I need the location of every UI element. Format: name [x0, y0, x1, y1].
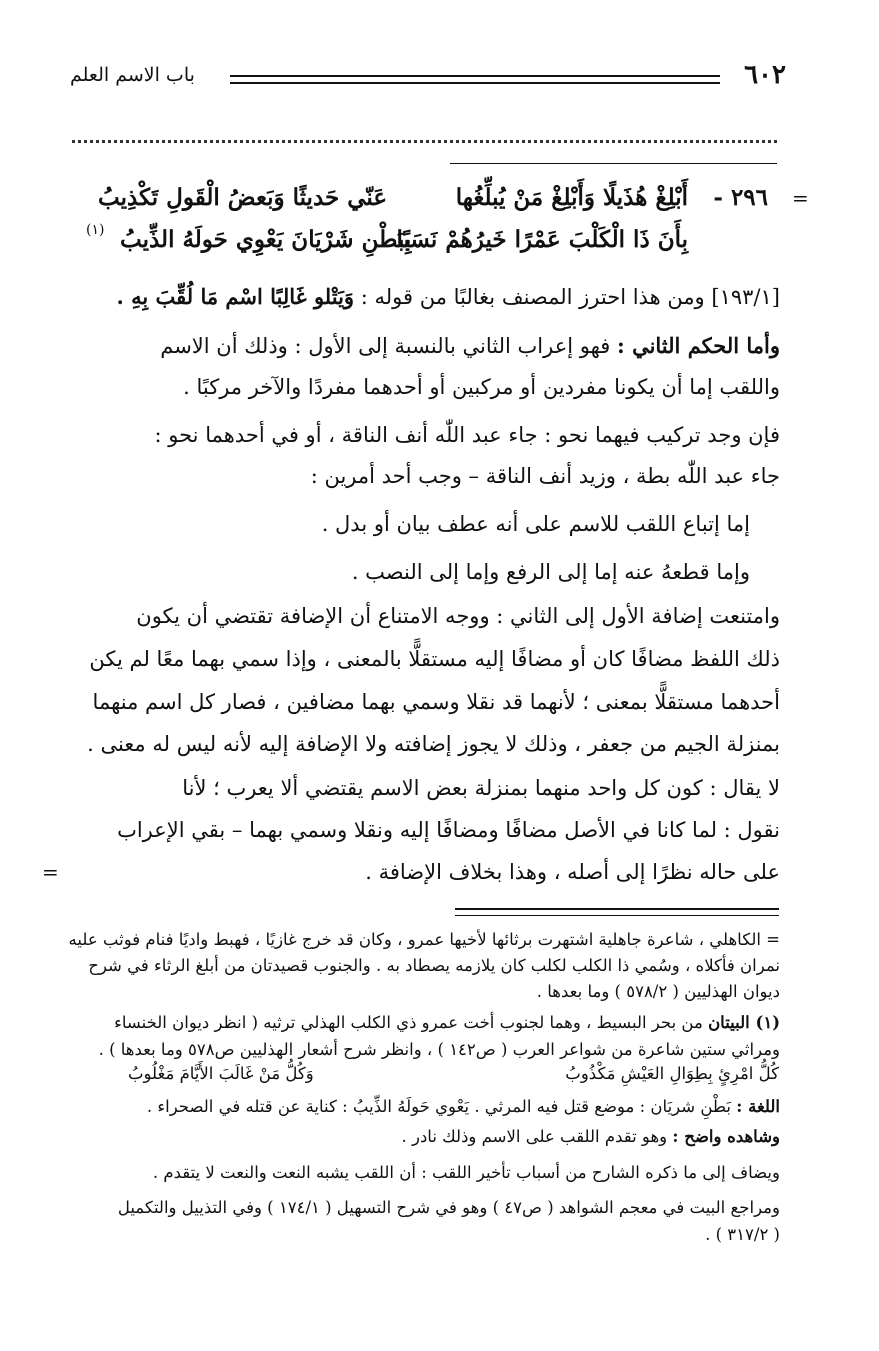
verse-continued-mark: = — [792, 186, 809, 210]
header-double-rule — [230, 75, 720, 84]
paragraph-7-line-2: نقول : لما كانا في الأصل مضافًا ومضافًا إليه ونقلا وسمي بهما – بقي الإعراب — [117, 818, 780, 842]
footnote-language — [68, 1097, 780, 1117]
verse-line-2 — [78, 222, 768, 262]
footnote-evidence — [200, 1127, 780, 1147]
paragraph-3-line-2: جاء عبد اللّٰه بطة ، وزيد أنف الناقة – وجب أحد أمرين : — [310, 464, 780, 488]
verse-2-second-hemistich: بِبَطْنِ شَرْيَانَ يَعْوِي حَولَهُ الذِّيبُ — [120, 226, 412, 253]
footnote-continued-line-2: نمران فأكلاه ، وسُمي ذا الكلب لكلب كان يلازمه يصطاد به . والجنوب قصيدتان من أبلغ الرثاء في شرح — [88, 956, 780, 975]
dotted-separator — [72, 140, 777, 151]
paragraph-6-line-1: وامتنعت إضافة الأول إلى الثاني : ووجه الامتناع أن الإضافة تقتضي أن يكون — [136, 604, 780, 628]
paragraph-6-line-4: بمنزلة الجيم من جعفر ، وذلك لا يجوز إضافته ولا الإضافة إليه لأنه ليس له معنى . — [87, 732, 780, 756]
second-ruling-heading: وأما الحكم الثاني : — [617, 333, 780, 358]
language-label: اللغة : — [736, 1097, 780, 1116]
footnote-1-line-1 — [68, 1013, 780, 1033]
alfiya-quote: وَيَتْلو غَالِبًا اسْم مَا لُقِّبَ بِهِ . — [116, 284, 355, 309]
verse-number: ٢٩٦ - — [713, 184, 768, 211]
footnote-continued-line-3: ديوان الهذليين ( ٥٧٨/٢ ) وما بعدها . — [536, 982, 780, 1001]
footnote-references-line-2: ( ٣١٧/٢ ) . — [705, 1225, 780, 1244]
paragraph-1-text: ومن هذا احترز المصنف بغالبًا من قوله : — [360, 285, 705, 309]
footnote-addition: ويضاف إلى ما ذكره الشارح من أسباب تأخير اللقب : أن اللقب يشبه النعت والنعت لا يتقدم . — [152, 1163, 780, 1182]
footnote-marker: (١) — [86, 222, 105, 238]
footnote-1-lead: (١) البيتان — [708, 1013, 780, 1032]
quoted-verse-first-hemistich: كُلُّ امْرِئٍ بِطِوَالِ العَيْشِ مَكْذُوبُ — [565, 1064, 779, 1083]
footnote-continued-line-1: = الكاهلي ، شاعرة جاهلية اشتهرت برثائها لأخيها عمرو ، وكان قد خرج غازيًا ، فهبط واديًا فنام فوثب عليه — [68, 930, 780, 949]
verse-top-rule — [450, 163, 777, 164]
paragraph-5: وإما قطعهُ عنه إما إلى الرفع وإما إلى النصب . — [351, 560, 750, 584]
paragraph-2-line-1 — [70, 333, 780, 359]
footnote-rule — [455, 908, 779, 916]
language-text: بَطْنِ شريَان : موضع قتل فيه المرثي . يَعْوي حَولَهُ الذِّيبُ : كناية عن قتله في الصحراء . — [146, 1097, 732, 1116]
verse-line-1 — [78, 184, 768, 220]
footnote-references-line-1: ومراجع البيت في معجم الشواهد ( ص٤٧ ) وهو في شرح التسهيل ( ١٧٤/١ ) وفي التذييل والتكميل — [117, 1198, 780, 1217]
paragraph-3-line-1: فإن وجد تركيب فيهما نحو : جاء عبد اللّٰه أنف الناقة ، أو في أحدهما نحو : — [154, 423, 780, 447]
paragraph-4: إما إتباع اللقب للاسم على أنه عطف بيان أو بدل . — [321, 512, 750, 536]
continued-mark: = — [42, 860, 59, 884]
footnote-1-text: من بحر البسيط ، وهما لجنوب أخت عمرو ذي الكلب الهذلي ترثيه ( انظر ديوان الخنساء — [114, 1013, 703, 1032]
paragraph-1 — [70, 284, 780, 310]
page-number: ٦٠٢ — [744, 60, 786, 90]
verse-1-second-hemistich: عَنّي حَديثًا وَبَعضُ الْقَولِ تَكْذِيبُ — [98, 184, 388, 211]
volume-reference: [١٩٣/١] — [711, 285, 780, 309]
quoted-verse-second-hemistich: وَكُلُّ مَنْ غَالَبَ الأَيَّامَ مَغْلُوبُ — [128, 1064, 314, 1083]
paragraph-7-line-1: لا يقال : كون كل واحد منهما بمنزلة بعض الاسم يقتضي ألا يعرب ؛ لأنا — [182, 776, 780, 800]
page-header — [70, 60, 786, 100]
paragraph-6-line-2: ذلك اللفظ مضافًا كان أو مضافًا إليه مستقلًّا بالمعنى ، وإذا سمي بهما معًا لم يكن — [89, 647, 780, 671]
running-title: باب الاسم العلم — [70, 64, 195, 86]
footnote-1-line-2: ومراثي ستين شاعرة من شواعر العرب ( ص١٤٢ ) ، وانظر شرح أشعار الهذليين ص٥٧٨ وما بعدها ) . — [98, 1040, 780, 1059]
evidence-text: وهو تقدم اللقب على الاسم وذلك نادر . — [401, 1127, 668, 1146]
verse-2-first-hemistich: بِأَنَ ذَا الْكَلْبَ عَمْرًا خَيرُهُمْ نَسَبًا — [396, 226, 688, 253]
paragraph-7-line-3: على حاله نظرًا إلى أصله ، وهذا بخلاف الإضافة . — [365, 860, 780, 884]
verse-1-first-hemistich: أَبْلِغْ هُذَيلًا وَأَبْلِغْ مَنْ يُبلِّغُها — [455, 184, 688, 211]
paragraph-2-text: فهو إعراب الثاني بالنسبة إلى الأول : وذلك أن الاسم — [160, 334, 611, 358]
paragraph-2-line-2: واللقب إما أن يكونا مفردين أو مركبين أو أحدهما مفردًا والآخر مركبًا . — [183, 375, 780, 399]
paragraph-6-line-3: أحدهما مستقلًّا بمعنى ؛ لأنهما قد نقلا وسمي بهما مضافين ، فصار كل اسم منهما — [92, 690, 780, 714]
evidence-label: وشاهده واضح : — [672, 1127, 780, 1146]
